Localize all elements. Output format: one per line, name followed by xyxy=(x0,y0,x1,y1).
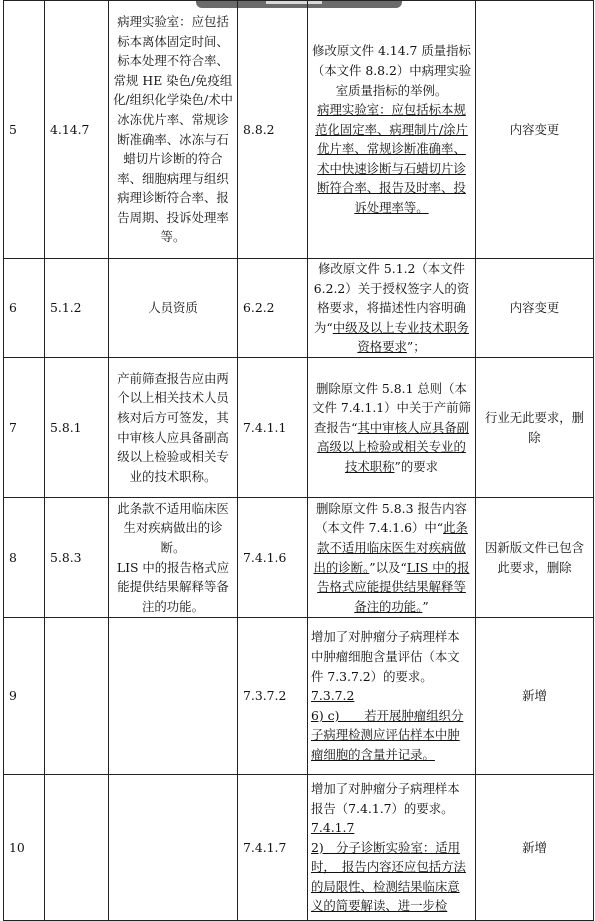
old-content xyxy=(109,498,238,618)
new-clause: 6.2.2 xyxy=(238,259,308,358)
old-clause: 5.8.1 xyxy=(45,358,109,498)
change-note: 新增 xyxy=(476,775,594,921)
change-description xyxy=(308,1,476,259)
row-number: 7 xyxy=(4,358,45,498)
change-description xyxy=(308,358,476,498)
old-content: 人员资质 xyxy=(109,259,238,358)
description-text-end: ”的要求 xyxy=(394,458,439,474)
old-content-line: 此条款不适用临床医生对疾病做出的诊断。 xyxy=(117,500,229,555)
description-underlined: 其中审核人应具备副高级以上检验或相关专业的技术职称 xyxy=(317,419,470,474)
change-note: 内容变更 xyxy=(476,1,594,259)
change-description xyxy=(308,618,476,775)
description-text: 修改原文件 5.1.2（本文件 6.2.2）关于授权签字人的资格要求，将描述性内容明确为“ xyxy=(313,261,470,335)
new-clause: 8.8.2 xyxy=(238,1,308,259)
old-content xyxy=(109,775,238,921)
old-content: 病理实验室：应包括标本离体固定时间、标本处理不符合率、常规 HE 染色/免疫组化/组织化学染色/术中冰冻优片率、常规诊断准确率、冰冻与石蜡切片诊断的符合率、细胞病理与组织病理诊断符合率、报告周期、投诉处理率等。 xyxy=(109,1,238,259)
row-number: 5 xyxy=(4,1,45,259)
change-note: 因新版文件已包含此要求，删除 xyxy=(476,498,594,618)
old-clause xyxy=(45,618,109,775)
old-clause: 4.14.7 xyxy=(45,1,109,259)
description-text: 删除原文件 5.8.3 报告内容（本文件 7.4.1.6）中“ xyxy=(315,500,467,536)
description-text-end: ”； xyxy=(406,339,426,355)
description-clause-ref: 7.3.7.2 xyxy=(311,688,355,704)
description-underlined: 中级及以上专业技术职务资格要求 xyxy=(332,319,470,355)
new-clause: 7.4.1.6 xyxy=(238,498,308,618)
new-clause: 7.4.1.7 xyxy=(238,775,308,921)
row-number: 10 xyxy=(4,775,45,921)
description-text: 删除原文件 5.8.1 总则（本文件 7.4.1.1）中关于产前筛查报告“ xyxy=(312,380,471,435)
description-text: 修改原文件 4.14.7 质量指标（本文件 8.8.2）中病理实验室质量指标的举例。 xyxy=(311,43,472,98)
table-row xyxy=(4,1,594,259)
description-text: 增加了对肿瘤分子病理样本中肿瘤细胞含量评估（本文件 7.3.7.2）的要求。 xyxy=(311,629,460,684)
description-underlined: LIS 中的报告格式应能提供结果解释等备注的功能。 xyxy=(317,559,470,614)
change-description xyxy=(308,498,476,618)
old-clause: 5.8.3 xyxy=(45,498,109,618)
description-text-mid: ”以及“ xyxy=(369,559,407,575)
table-row xyxy=(4,259,594,358)
new-clause: 7.4.1.1 xyxy=(238,358,308,498)
description-text-end: ” xyxy=(422,598,429,614)
change-description xyxy=(308,775,476,921)
table-row xyxy=(4,775,594,921)
row-number: 9 xyxy=(4,618,45,775)
change-note: 内容变更 xyxy=(476,259,594,358)
table-row xyxy=(4,618,594,775)
description-underlined: 2) 分子诊断实验室：适用时， 报告内容还应包括方法的局限性、检测结果临床意义的简要解读、进一步检 xyxy=(311,839,466,914)
row-number: 6 xyxy=(4,259,45,358)
description-underlined: 6) c) 若开展肿瘤组织分子病理检测应评估样本中肿瘤细胞的含量并记录。 xyxy=(311,707,464,762)
old-content: 产前筛查报告应由两个以上相关技术人员核对后方可签发，其中审核人应具备副高级以上检验或相关专业的技术职称。 xyxy=(109,358,238,498)
table-row xyxy=(4,498,594,618)
row-number: 8 xyxy=(4,498,45,618)
description-clause-ref: 7.4.1.7 xyxy=(311,820,355,836)
change-note: 新增 xyxy=(476,618,594,775)
change-note: 行业无此要求，删除 xyxy=(476,358,594,498)
change-description xyxy=(308,259,476,358)
description-text: 增加了对肿瘤分子病理样本报告（7.4.1.7）的要求。 xyxy=(311,780,460,816)
old-clause xyxy=(45,775,109,921)
old-content xyxy=(109,618,238,775)
old-content-line: LIS 中的报告格式应能提供结果解释等备注的功能。 xyxy=(116,559,230,614)
description-underlined: 此条款不适用临床医生对疾病做出的诊断。 xyxy=(313,520,468,575)
description-underlined: 病理实验室：应包括标本规范化固定率、病理制片/涂片优片率、常规诊断准确率、术中快速诊断与石蜡切片诊断符合率、报告及时率、投诉处理率等。 xyxy=(315,102,468,216)
revision-table xyxy=(3,0,594,921)
table-row xyxy=(4,358,594,498)
new-clause: 7.3.7.2 xyxy=(238,618,308,775)
old-clause: 5.1.2 xyxy=(45,259,109,358)
